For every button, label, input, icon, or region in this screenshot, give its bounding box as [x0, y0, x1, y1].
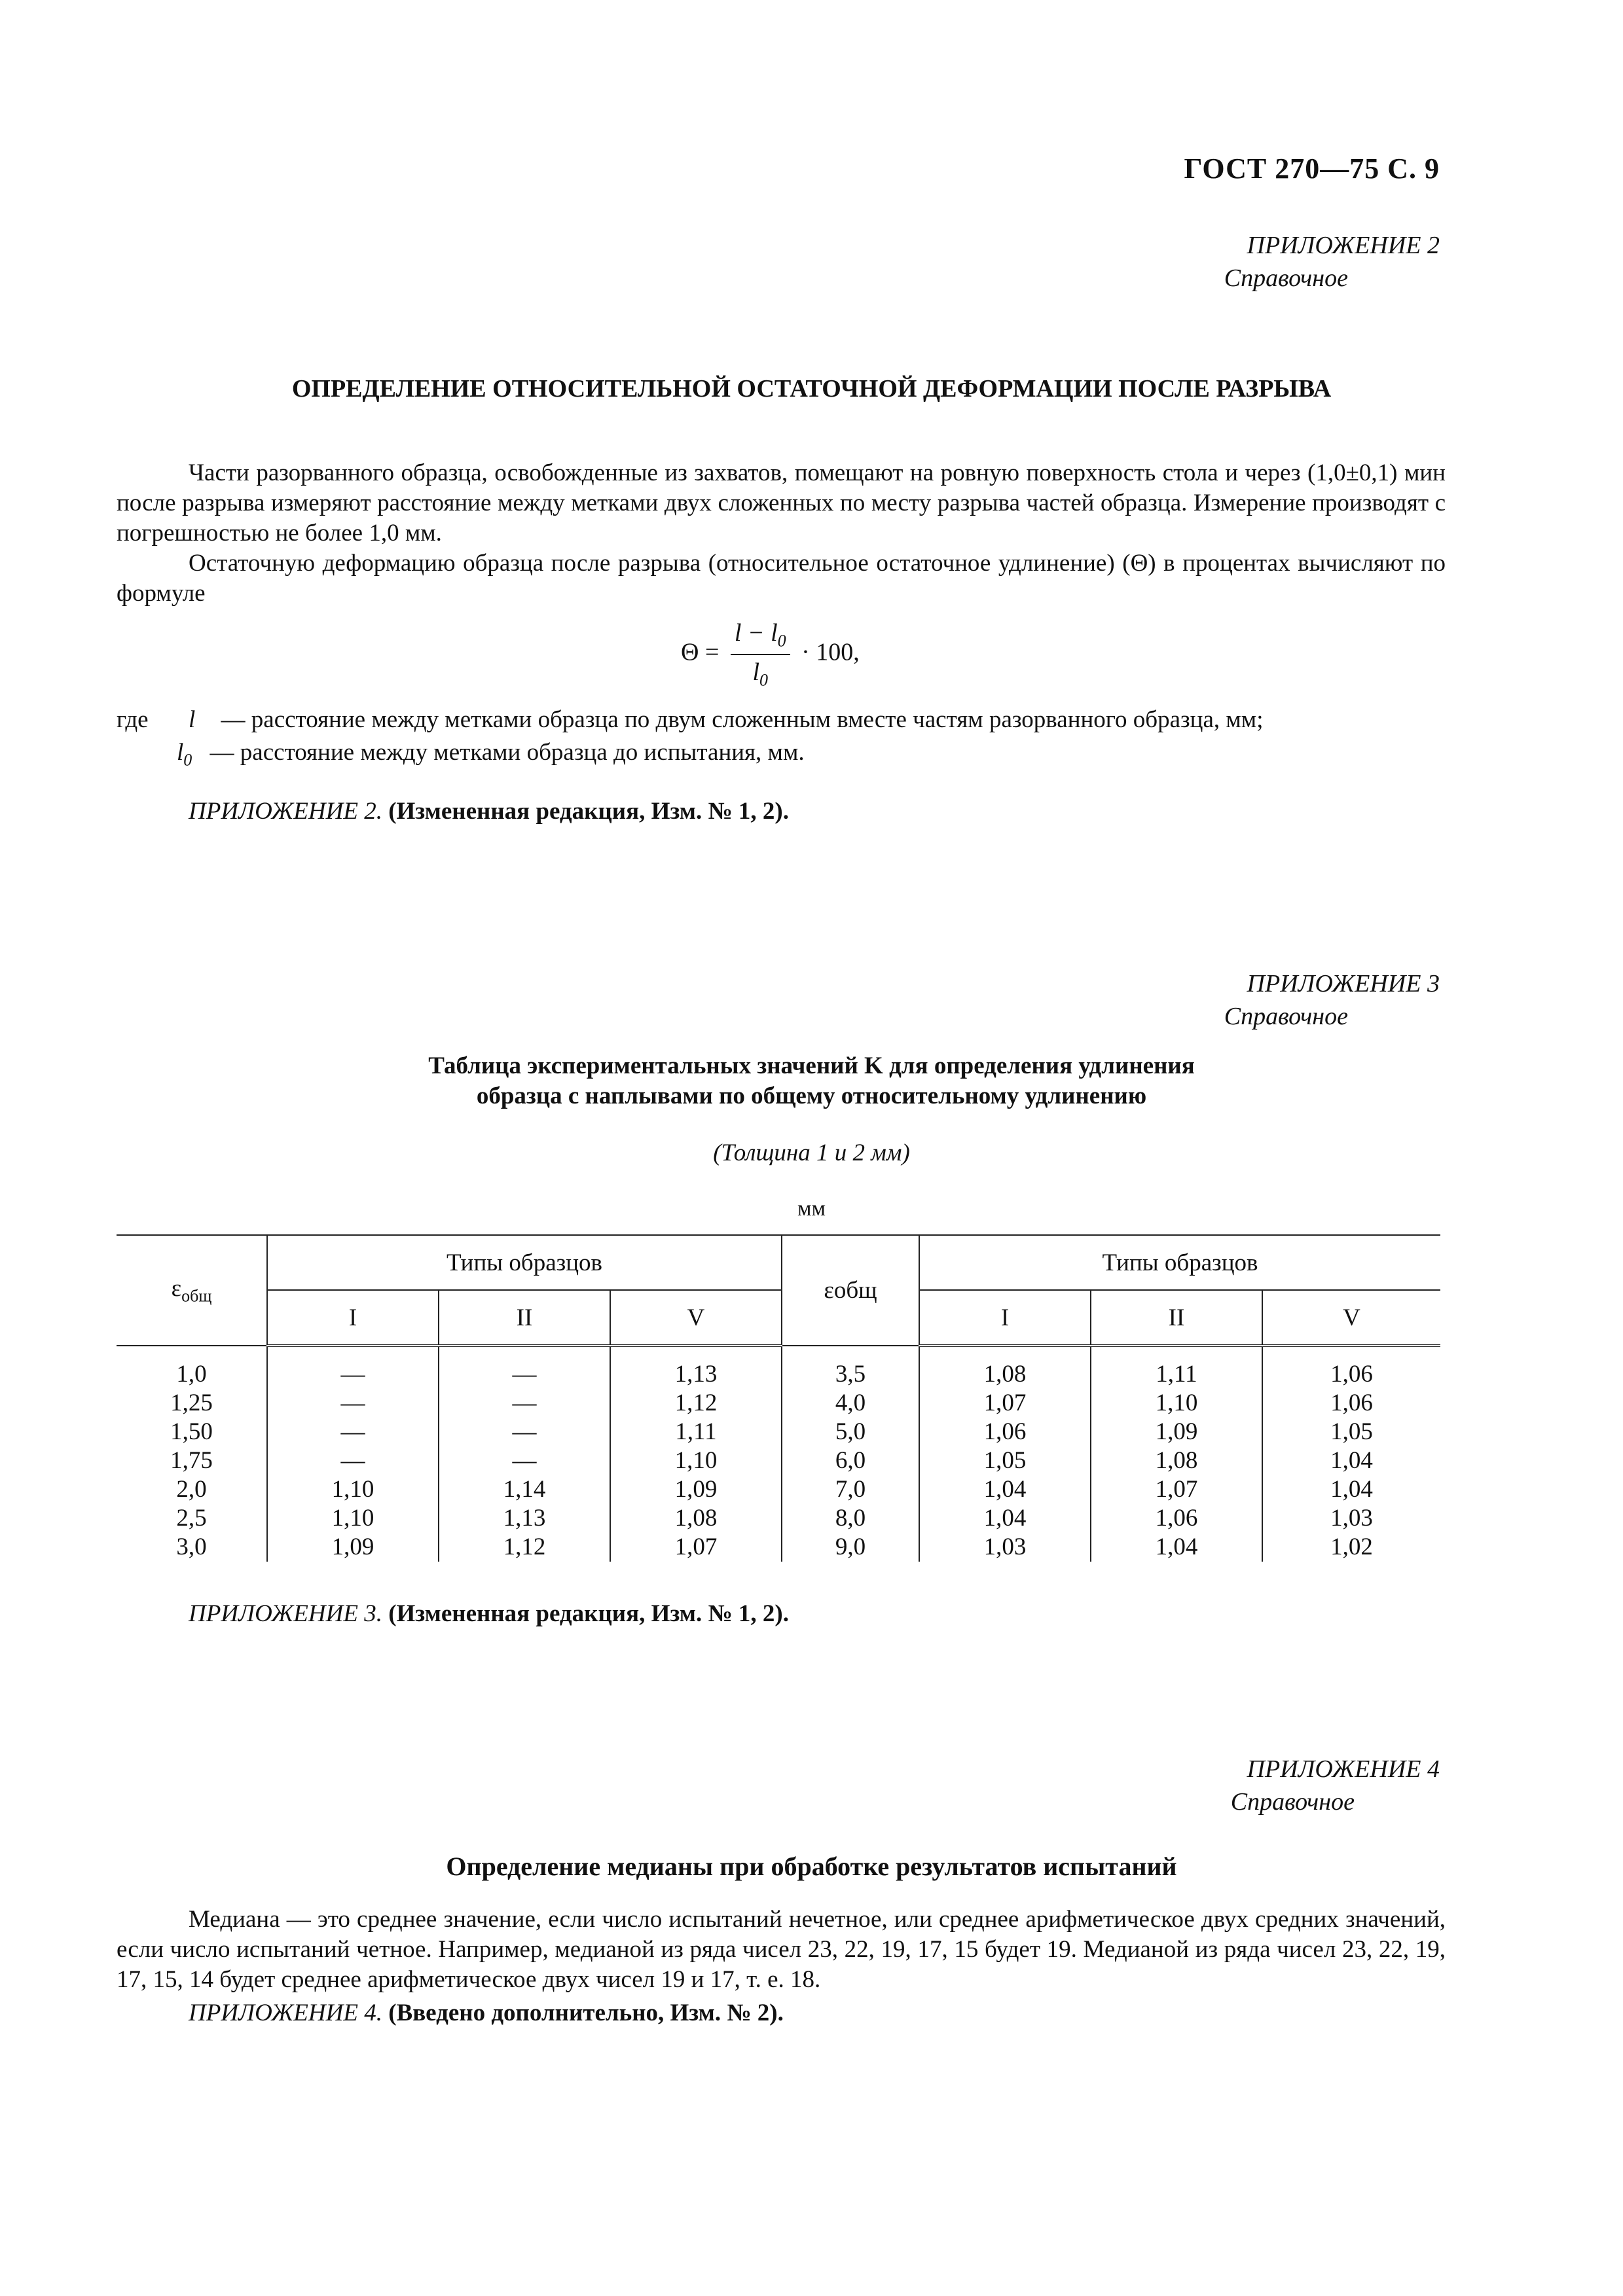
formula-lhs: Θ =	[681, 638, 720, 666]
appendix-4-label-block	[1231, 1753, 1440, 1818]
table-cell: —	[267, 1418, 439, 1446]
where-item-2-text: — расстояние между метками образца до испытания, мм.	[210, 739, 805, 766]
table-cell: 1,08	[919, 1346, 1091, 1389]
table-row	[117, 1533, 1440, 1562]
header-eps-right: εобщ	[782, 1235, 919, 1346]
table-cell: 1,14	[439, 1475, 610, 1504]
appendix-2-sublabel: Справочное	[1224, 264, 1348, 292]
table-cell: —	[267, 1346, 439, 1389]
table-cell: 1,02	[1262, 1533, 1440, 1562]
table-cell: 2,0	[176, 1476, 207, 1503]
header-type-ii-right: II	[1091, 1290, 1262, 1346]
table-cell: 4,0	[782, 1389, 919, 1418]
where-item-2-symbol: $l_0$	[177, 739, 192, 770]
formula-denominator: $l_0$	[752, 658, 769, 690]
table-cell: 1,0	[176, 1360, 207, 1388]
table-cell: 1,10	[267, 1504, 439, 1533]
appendix-4-note-text: (Введено дополнительно, Изм. № 2).	[388, 2000, 784, 2026]
table-cell: 1,07	[610, 1533, 782, 1562]
appendix-3-title	[0, 1051, 1623, 1111]
table-row	[117, 1504, 1440, 1533]
table-cell: —	[267, 1446, 439, 1475]
appendix-2-note	[189, 797, 789, 825]
table-row	[117, 1475, 1440, 1504]
table-cell: 1,06	[1091, 1504, 1262, 1533]
where-item-1-text: — расстояние между метками образца по двум сложенным вместе частям разорванного образца, мм;	[221, 706, 1264, 733]
table-cell: —	[439, 1346, 610, 1389]
table-cell: 1,08	[610, 1504, 782, 1533]
appendix-3-sublabel: Справочное	[1224, 1003, 1348, 1030]
table-cell: 1,03	[1262, 1504, 1440, 1533]
where-label: где	[117, 706, 149, 733]
table-cell: 1,12	[439, 1533, 610, 1562]
appendix-2-note-label: ПРИЛОЖЕНИЕ 2.	[189, 798, 382, 825]
appendix-2-label: ПРИЛОЖЕНИЕ 2	[1247, 232, 1440, 259]
formula-fraction	[731, 619, 790, 690]
table-cell: —	[267, 1389, 439, 1418]
table-cell: 1,04	[919, 1475, 1091, 1504]
appendix-4-paragraph: Медиана — это среднее значение, если число испытаний нечетное, или среднее арифметическое двух средних значений, если число испытаний четное. Например, медианой из ряда чисел 23, 22, 19, 17, 15 будет 19. Медианой из ряда чисел 23, 22, 19, 17, 15, 14 будет среднее арифметическое двух чисел 19 и 17, т. е. 18.	[117, 1906, 1446, 1993]
table-cell: 1,12	[610, 1389, 782, 1418]
header-type-v-left: V	[610, 1290, 782, 1346]
table-cell: 1,06	[1262, 1389, 1440, 1418]
table-row	[117, 1346, 1440, 1389]
table-cell: —	[439, 1389, 610, 1418]
appendix-2-heading: ОПРЕДЕЛЕНИЕ ОТНОСИТЕЛЬНОЙ ОСТАТОЧНОЙ ДЕФОРМАЦИИ ПОСЛЕ РАЗРЫВА	[291, 375, 1332, 403]
table-cell: 1,05	[1262, 1418, 1440, 1446]
appendix-4-note-label: ПРИЛОЖЕНИЕ 4.	[189, 2000, 382, 2026]
table-cell: 1,50	[170, 1418, 213, 1445]
table-cell: 1,10	[610, 1446, 782, 1475]
k-values-table	[117, 1234, 1440, 1562]
header-eps-left: $\varepsilon_{общ}$	[117, 1235, 267, 1346]
table-cell: 1,11	[1091, 1346, 1262, 1389]
appendix-3-title-line-1: Таблица экспериментальных значений K для определения удлинения	[428, 1052, 1195, 1079]
table-row	[117, 1389, 1440, 1418]
table-cell: 1,07	[919, 1389, 1091, 1418]
formula-numerator: $l - l_0$	[731, 619, 790, 655]
table-cell: 1,13	[439, 1504, 610, 1533]
table-cell: 1,05	[919, 1446, 1091, 1475]
table-cell: 1,11	[610, 1418, 782, 1446]
table-cell: 3,0	[176, 1534, 207, 1560]
header-type-ii-left: II	[439, 1290, 610, 1346]
table-row	[117, 1418, 1440, 1446]
table-cell: 1,06	[919, 1418, 1091, 1446]
table-cell: 6,0	[782, 1446, 919, 1475]
appendix-4-sublabel: Справочное	[1230, 1788, 1355, 1816]
appendix-4-note	[189, 1999, 784, 2027]
table-cell: 1,09	[1091, 1418, 1262, 1446]
table-cell: 1,09	[267, 1533, 439, 1562]
header-type-i-right: I	[919, 1290, 1091, 1346]
where-item-1-symbol: l	[189, 706, 196, 733]
appendix-3-thickness: (Толщина 1 и 2 мм)	[713, 1139, 910, 1166]
appendix-2-paragraph-2: Остаточную деформацию образца после разрыва (относительное остаточное удлинение) (Θ) в процентах вычисляют по формуле	[117, 550, 1446, 607]
table-cell: 3,5	[782, 1346, 919, 1389]
table-unit-label: мм	[797, 1196, 826, 1221]
table-cell: 1,75	[170, 1447, 213, 1474]
table-cell: 1,04	[1091, 1533, 1262, 1562]
header-types-left: Типы образцов	[267, 1235, 782, 1290]
header-type-i-left: I	[267, 1290, 439, 1346]
page-header-title: ГОСТ 270—75 С. 9	[1184, 152, 1440, 185]
k-values-table-body	[117, 1346, 1440, 1562]
table-cell: 8,0	[782, 1504, 919, 1533]
appendix-3-note	[189, 1600, 789, 1628]
table-cell: 7,0	[782, 1475, 919, 1504]
appendix-2-body	[117, 458, 1446, 609]
formula-rhs: · 100,	[801, 638, 860, 666]
table-row	[117, 1446, 1440, 1475]
header-types-right: Типы образцов	[919, 1235, 1440, 1290]
appendix-4-body	[117, 1905, 1446, 1995]
table-cell: 1,10	[1091, 1389, 1262, 1418]
table-cell: 2,5	[176, 1505, 207, 1532]
appendix-3-label-block	[1224, 967, 1440, 1033]
appendix-2-note-text: (Измененная редакция, Изм. № 1, 2).	[388, 798, 789, 825]
appendix-3-note-text: (Измененная редакция, Изм. № 1, 2).	[388, 1600, 789, 1627]
appendix-3-title-line-2: образца с наплывами по общему относительному удлинению	[476, 1083, 1147, 1109]
table-cell: 1,13	[610, 1346, 782, 1389]
appendix-4-label: ПРИЛОЖЕНИЕ 4	[1247, 1755, 1440, 1783]
table-cell: 1,08	[1091, 1446, 1262, 1475]
where-item-1	[189, 704, 1446, 736]
table-cell: 1,06	[1262, 1346, 1440, 1389]
deformation-formula	[681, 619, 860, 690]
appendix-4-heading: Определение медианы при обработке результатов испытаний	[446, 1852, 1177, 1881]
table-cell: 1,25	[170, 1390, 213, 1416]
table-cell: 1,04	[1262, 1475, 1440, 1504]
table-cell: —	[439, 1446, 610, 1475]
appendix-2-paragraph-1: Части разорванного образца, освобожденные из захватов, помещают на ровную поверхность стола и через (1,0±0,1) мин после разрыва измеряют расстояние между метками двух сложенных по месту разрыва частей образца. Измерение производят с погрешностью не более 1,0 мм.	[117, 459, 1446, 547]
table-cell: 1,10	[267, 1475, 439, 1504]
table-cell: 1,03	[919, 1533, 1091, 1562]
appendix-3-label: ПРИЛОЖЕНИЕ 3	[1247, 970, 1440, 997]
table-cell: 1,09	[610, 1475, 782, 1504]
where-item-2	[177, 736, 1447, 776]
table-cell: 1,07	[1091, 1475, 1262, 1504]
table-cell: —	[439, 1418, 610, 1446]
header-type-v-right: V	[1262, 1290, 1440, 1346]
appendix-2-label-block	[1224, 229, 1440, 295]
table-cell: 1,04	[1262, 1446, 1440, 1475]
table-cell: 9,0	[782, 1533, 919, 1562]
table-cell: 5,0	[782, 1418, 919, 1446]
appendix-3-note-label: ПРИЛОЖЕНИЕ 3.	[189, 1600, 382, 1627]
table-cell: 1,04	[919, 1504, 1091, 1533]
